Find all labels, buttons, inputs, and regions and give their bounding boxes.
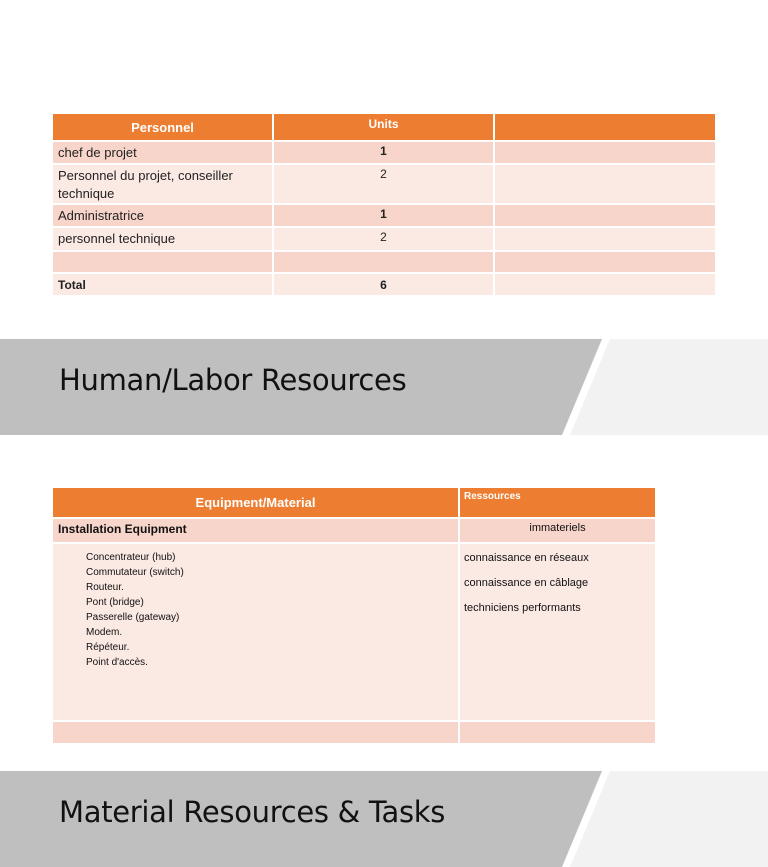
personnel-units: 1 <box>273 141 494 164</box>
list-item: Commutateur (switch) <box>86 567 184 578</box>
immateriels-label: immateriels <box>459 518 655 543</box>
resources-list-cell <box>459 543 655 721</box>
table-row <box>53 141 715 164</box>
personnel-table <box>53 114 715 295</box>
personnel-units <box>273 251 494 273</box>
list-item: Répéteur. <box>86 642 130 653</box>
header-personnel: Personnel <box>53 114 273 141</box>
section-title-human: Human/Labor Resources <box>59 363 407 397</box>
table-row <box>53 251 715 273</box>
total-value: 6 <box>273 273 494 295</box>
personnel-units: 1 <box>273 204 494 227</box>
empty-cell <box>494 251 715 273</box>
header-empty <box>494 114 715 141</box>
personnel-name: Personnel du projet, conseiller technique <box>53 164 273 204</box>
personnel-units: 2 <box>273 164 494 204</box>
empty-cell <box>494 273 715 295</box>
equipment-list-cell <box>53 543 459 721</box>
total-label: Total <box>53 273 273 295</box>
equipment-table <box>53 488 655 743</box>
empty-cell <box>494 141 715 164</box>
installation-equipment-label: Installation Equipment <box>53 518 459 543</box>
empty-cell <box>459 721 655 743</box>
list-item: Concentrateur (hub) <box>86 552 176 563</box>
table-row <box>53 721 655 743</box>
list-item: Pont (bridge) <box>86 597 144 608</box>
header-units: Units <box>273 114 494 141</box>
table-row <box>53 518 655 543</box>
personnel-name <box>53 251 273 273</box>
empty-cell <box>494 164 715 204</box>
equipment-table-header <box>53 488 655 518</box>
personnel-name: personnel technique <box>53 227 273 251</box>
resources-list <box>460 544 655 621</box>
empty-cell <box>494 204 715 227</box>
section-banner-human <box>0 339 768 435</box>
list-item: Passerelle (gateway) <box>86 612 180 623</box>
list-item: techniciens performants <box>464 602 581 614</box>
personnel-units: 2 <box>273 227 494 251</box>
section-title-material: Material Resources & Tasks <box>59 795 446 829</box>
personnel-name: chef de projet <box>53 141 273 164</box>
table-row <box>53 204 715 227</box>
header-ressources: Ressources <box>459 488 655 518</box>
table-row <box>53 227 715 251</box>
table-row <box>53 164 715 204</box>
list-item: connaissance en câblage <box>464 577 589 589</box>
list-item: Modem. <box>86 627 123 638</box>
empty-cell <box>53 721 459 743</box>
personnel-table-header <box>53 114 715 141</box>
empty-cell <box>494 227 715 251</box>
header-equipment: Equipment/Material <box>53 488 459 518</box>
list-item: Point d'accès. <box>86 657 148 668</box>
table-row-total <box>53 273 715 295</box>
equipment-list <box>53 544 458 670</box>
section-banner-material <box>0 771 768 867</box>
list-item: Routeur. <box>86 582 124 593</box>
personnel-name: Administratrice <box>53 204 273 227</box>
table-row <box>53 543 655 721</box>
list-item: connaissance en réseaux <box>464 552 589 564</box>
